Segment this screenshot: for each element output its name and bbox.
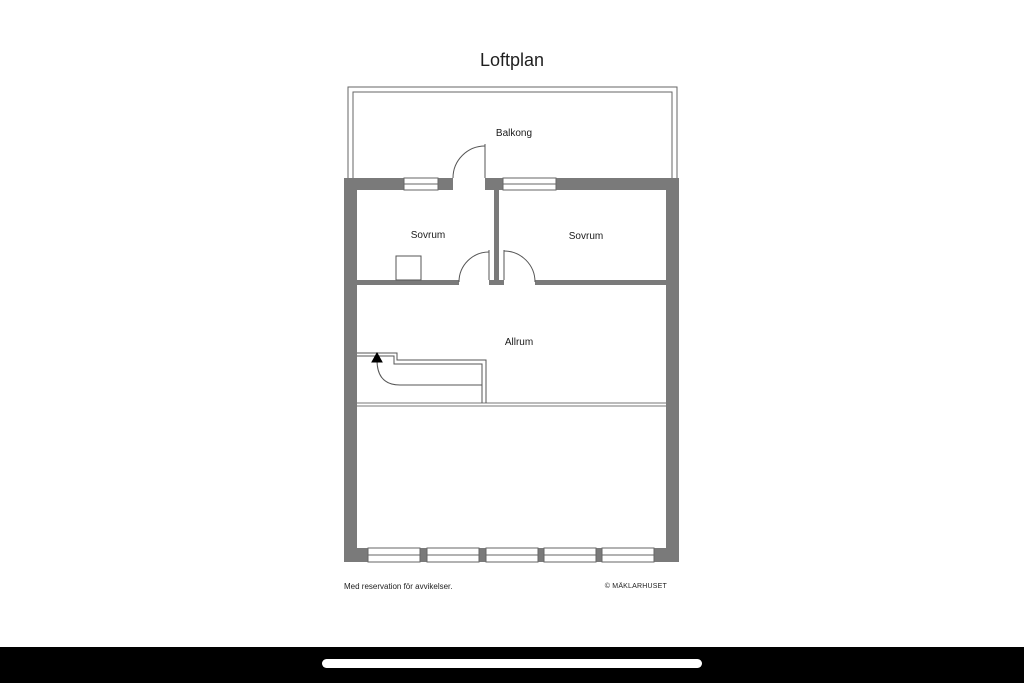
room-label-living: Allrum: [504, 337, 534, 348]
stair-direction-arrow: [372, 353, 382, 362]
room-label-bedroom-left: Sovrum: [410, 230, 446, 241]
disclaimer-text: Med reservation för avvikelser.: [344, 582, 453, 591]
copyright-text: © MÄKLARHUSET: [604, 583, 667, 590]
room-label-bedroom-right: Sovrum: [568, 231, 604, 242]
closet: [396, 256, 421, 280]
balcony-door: [453, 144, 485, 178]
plan-title: Loftplan: [479, 50, 545, 70]
outer-walls: [344, 178, 679, 562]
bottom-windows: [368, 548, 654, 562]
loft-edge: [357, 403, 666, 406]
top-windows: [404, 178, 556, 190]
room-label-balcony: Balkong: [495, 128, 533, 139]
staircase: [357, 353, 486, 403]
home-indicator[interactable]: [322, 659, 702, 668]
